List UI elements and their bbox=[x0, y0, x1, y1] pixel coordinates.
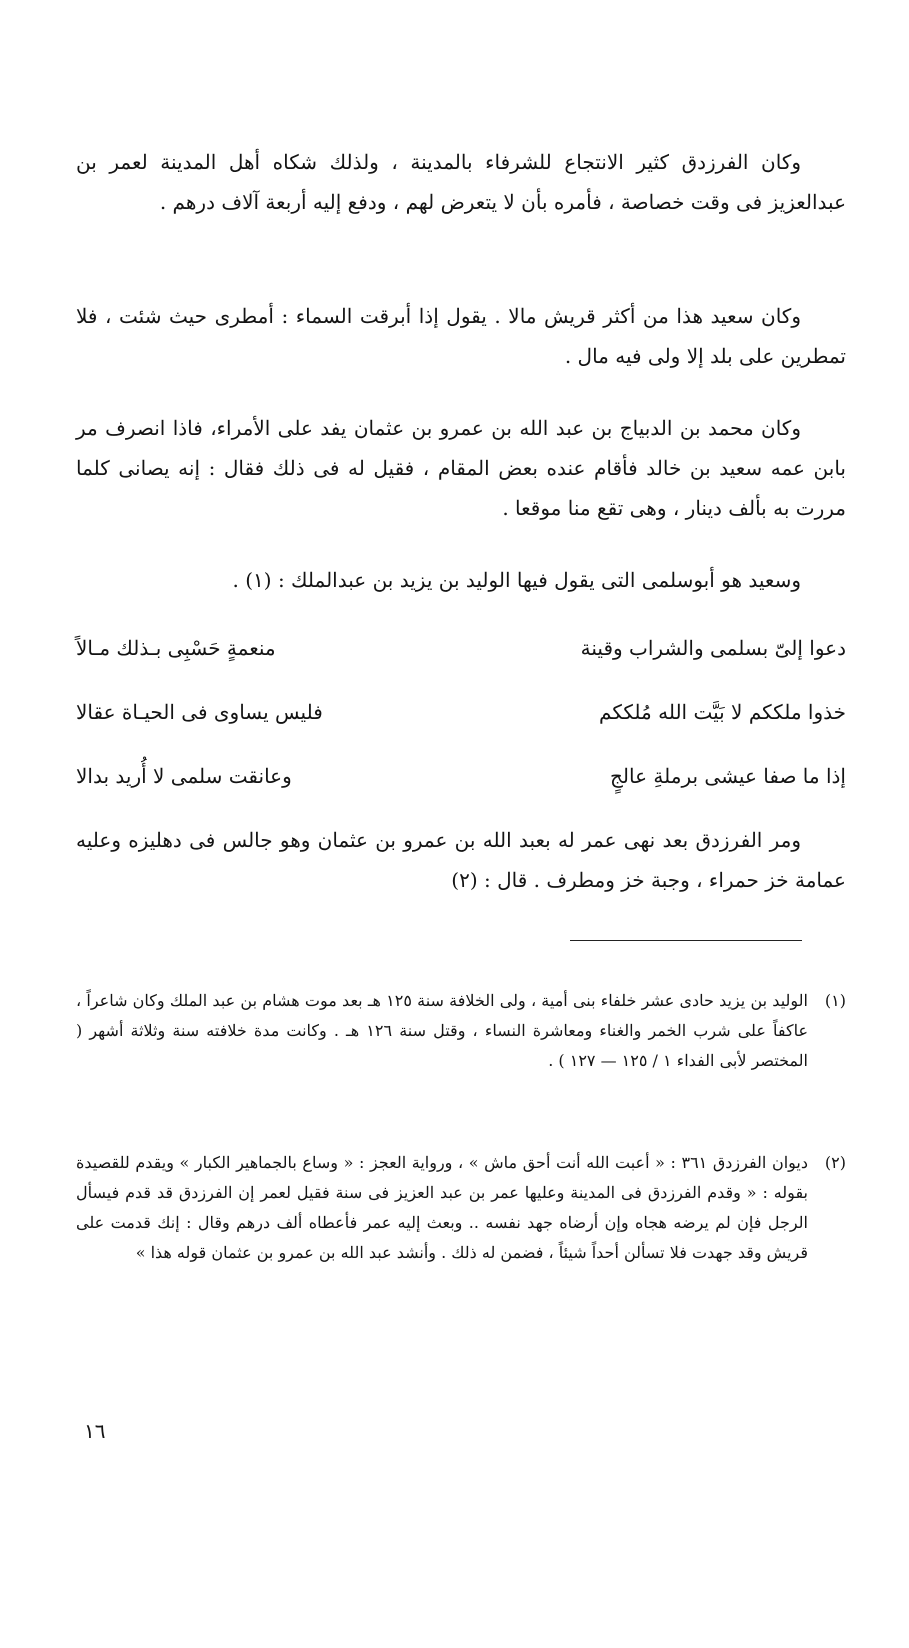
verse-2-first-hemistich: خذوا ملككم لا بَيَّت الله مُلككم bbox=[599, 700, 846, 724]
footnote-2-text: ديوان الفرزدق ٣٦١ : « أعبت الله أنت أحق ماش » ، ورواية العجز : « وساع بالجماهير الكبار » ويقدم للقصيدة بقوله : « وقدم الفرزدق فى المدينة وعليها عمر بن عبد العزيز فى سنة فقيل لعمر إن الفرزدق قد قدم فيسأل الرجل فإن لم يرضه هجاه وإن أرضاه جهد نفسه .. وبعث إليه عمر فأعطاه ألف درهم وقال : إنك قدمت على قريش وقد جهدت فلا تسألن أحداً شيئاً ، فضمن له ذلك . وأنشد عبد الله بن عمرو بن عثمان قوله هذا » bbox=[76, 1153, 809, 1262]
paragraph-4: وسعيد هو أبوسلمى التى يقول فيها الوليد بن يزيد بن عبدالملك : (١) . bbox=[232, 568, 801, 592]
paragraph-1: وكان الفرزدق كثير الانتجاع للشرفاء بالمدينة ، ولذلك شكاه أهل المدينة لعمر بن عبدالعزيز فى وقت خصاصة ، فأمره بأن لا يتعرض لهم ، ودفع إليه أربعة آلاف درهم . bbox=[76, 150, 846, 214]
verse-2-second-hemistich: فليس يساوى فى الحيـاة عقالا bbox=[76, 700, 323, 724]
footnote-1 bbox=[76, 986, 846, 1076]
verse-3-second-hemistich: وعانقت سلمى لا أُريد بدالا bbox=[76, 764, 292, 788]
verse-3-first-hemistich: إذا ما صفا عيشى برملةِ عالجٍ bbox=[610, 764, 846, 788]
verse-3 bbox=[76, 756, 846, 796]
verse-2 bbox=[76, 692, 846, 732]
footnote-2 bbox=[76, 1148, 846, 1268]
paragraph-2: وكان سعيد هذا من أكثر قريش مالا . يقول إذا أبرقت السماء : أمطرى حيث شئت ، فلا تمطرين على بلد إلا ولى فيه مال . bbox=[76, 304, 846, 368]
verse-1-first-hemistich: دعوا إلىّ بسلمى والشراب وقينة bbox=[580, 636, 846, 660]
paragraph-3: وكان محمد بن الدبياج بن عبد الله بن عمرو بن عثمان يفد على الأمراء، فاذا انصرف مر بابن عمه سعيد بن خالد فأقام عنده بعض المقام ، فقيل له فى ذلك فقال : إنه يصانى كلما مررت به بألف دينار ، وهى تقع منا موقعا . bbox=[76, 416, 846, 520]
verse-1 bbox=[76, 628, 846, 668]
footnote-2-marker: (٢) bbox=[824, 1153, 846, 1172]
footnote-1-marker: (١) bbox=[824, 991, 846, 1010]
page-number: ١٦ bbox=[84, 1419, 106, 1443]
verse-1-second-hemistich: منعمةٍ حَسْبِى بـذلك مـالاً bbox=[76, 636, 276, 660]
footnote-separator bbox=[570, 940, 802, 941]
footnote-1-text: الوليد بن يزيد حادى عشر خلفاء بنى أمية ، ولى الخلافة سنة ١٢٥ هـ بعد موت هشام بن عبد الملك وكان شاعراً ، عاكفاً على شرب الخمر والغناء ومعاشرة النساء ، وقتل سنة ١٢٦ هـ . وكانت مدة خلافته سنة وثلاثة أشهر ( المختصر لأبى الفداء ١ / ١٢٥ — ١٢٧ ) . bbox=[76, 991, 809, 1070]
closing-paragraph: ومر الفرزدق بعد نهى عمر له بعبد الله بن عمرو بن عثمان وهو جالس فى دهليزه وعليه عمامة خز حمراء ، وجبة خز ومطرف . قال : (٢) bbox=[76, 828, 846, 892]
